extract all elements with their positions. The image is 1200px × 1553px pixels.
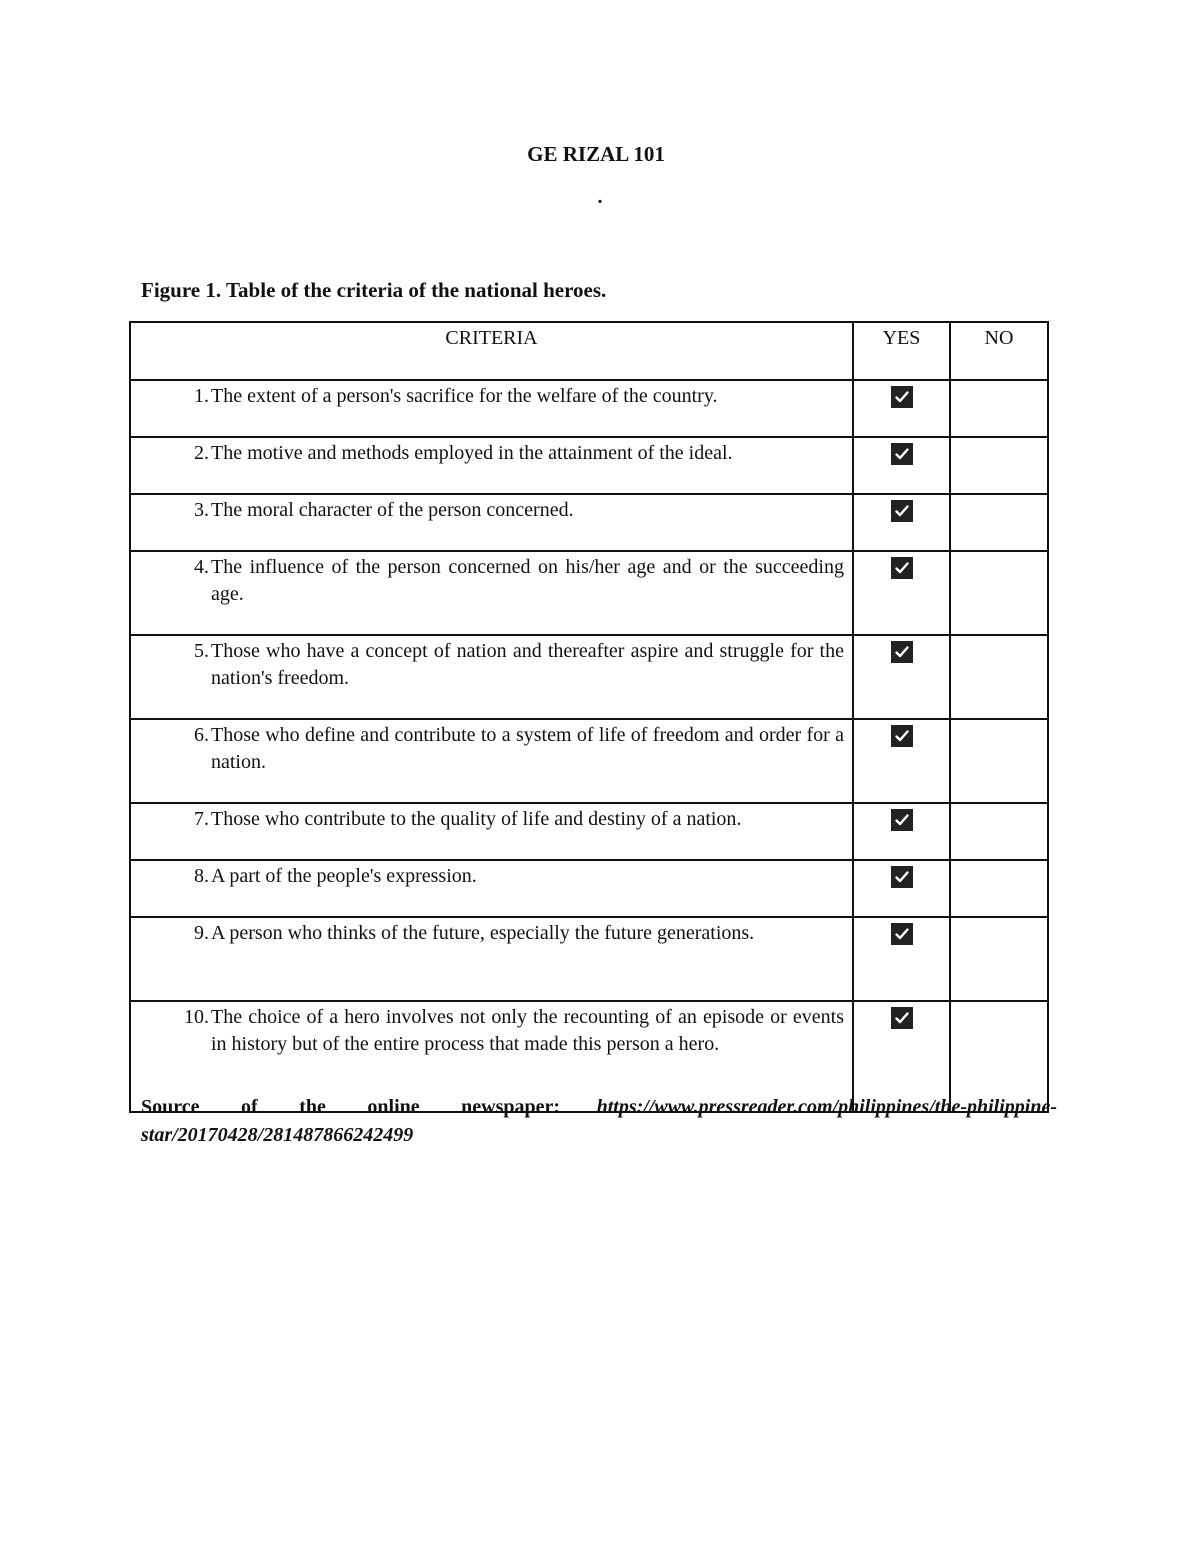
header-no: NO [950, 322, 1048, 380]
check-mark-icon [891, 1007, 913, 1029]
yes-cell [853, 803, 950, 860]
title-dot: . [597, 186, 603, 208]
yes-cell [853, 437, 950, 494]
criteria-cell [130, 719, 853, 803]
criteria-text: The motive and methods employed in the attainment of the ideal. [211, 442, 733, 464]
check-mark-icon [891, 725, 913, 747]
criteria-number: 7. [194, 808, 209, 830]
header-criteria: CRITERIA [130, 322, 853, 380]
criteria-text: The influence of the person concerned on his/her age and or the succeeding age. [211, 556, 844, 605]
criteria-text: Those who contribute to the quality of life and destiny of a nation. [211, 808, 742, 830]
criteria-table [129, 321, 1049, 1113]
criteria-text: The extent of a person's sacrifice for the welfare of the country. [211, 385, 718, 407]
header-yes: YES [853, 322, 950, 380]
table-row [130, 380, 1048, 437]
no-cell [950, 551, 1048, 635]
yes-cell [853, 551, 950, 635]
check-mark-icon [891, 641, 913, 663]
check-mark-icon [891, 557, 913, 579]
criteria-text: A person who thinks of the future, especially the future generations. [211, 922, 755, 944]
criteria-cell [130, 494, 853, 551]
no-cell [950, 437, 1048, 494]
criteria-cell [130, 551, 853, 635]
criteria-number: 3. [194, 499, 209, 521]
no-cell [950, 494, 1048, 551]
criteria-cell [130, 917, 853, 1001]
yes-cell [853, 635, 950, 719]
no-cell [950, 635, 1048, 719]
document-title: GE RIZAL 101 [527, 142, 665, 166]
criteria-text: Those who have a concept of nation and thereafter aspire and struggle for the nation's freedom. [211, 640, 844, 689]
criteria-number: 9. [194, 922, 209, 944]
no-cell [950, 917, 1048, 1001]
check-mark-icon [891, 923, 913, 945]
yes-cell [853, 494, 950, 551]
table-row [130, 917, 1048, 1001]
criteria-number: 1. [194, 385, 209, 407]
criteria-number: 10. [184, 1006, 209, 1028]
criteria-cell [130, 635, 853, 719]
no-cell [950, 380, 1048, 437]
criteria-number: 4. [194, 556, 209, 578]
check-mark-icon [891, 809, 913, 831]
criteria-text: The choice of a hero involves not only the recounting of an episode or events in history but of the entire process that made this person a hero. [211, 1006, 844, 1055]
yes-cell [853, 719, 950, 803]
no-cell [950, 719, 1048, 803]
criteria-text: The moral character of the person concerned. [211, 499, 574, 521]
criteria-number: 2. [194, 442, 209, 464]
source-label: Source of the online newspaper: [141, 1096, 561, 1118]
criteria-number: 6. [194, 724, 209, 746]
criteria-cell [130, 380, 853, 437]
source-url[interactable]: https://www.pressreader.com/philippines/the-philippine-star/20170428/281487866242499 [141, 1096, 1057, 1146]
check-mark-icon [891, 443, 913, 465]
table-row [130, 437, 1048, 494]
yes-cell [853, 917, 950, 1001]
yes-cell [853, 860, 950, 917]
check-mark-icon [891, 386, 913, 408]
table-row [130, 803, 1048, 860]
check-mark-icon [891, 500, 913, 522]
criteria-number: 5. [194, 640, 209, 662]
criteria-text: Those who define and contribute to a system of life of freedom and order for a nation. [211, 724, 844, 773]
check-mark-icon [891, 866, 913, 888]
yes-cell [853, 380, 950, 437]
table-row [130, 719, 1048, 803]
table-row [130, 635, 1048, 719]
no-cell [950, 860, 1048, 917]
source-citation [141, 1093, 1057, 1149]
table-row [130, 860, 1048, 917]
criteria-cell [130, 860, 853, 917]
table-row [130, 551, 1048, 635]
no-cell [950, 803, 1048, 860]
figure-caption: Figure 1. Table of the criteria of the national heroes. [141, 278, 607, 302]
criteria-cell [130, 803, 853, 860]
criteria-number: 8. [194, 865, 209, 887]
table-row [130, 494, 1048, 551]
criteria-text: A part of the people's expression. [211, 865, 477, 887]
criteria-cell [130, 437, 853, 494]
